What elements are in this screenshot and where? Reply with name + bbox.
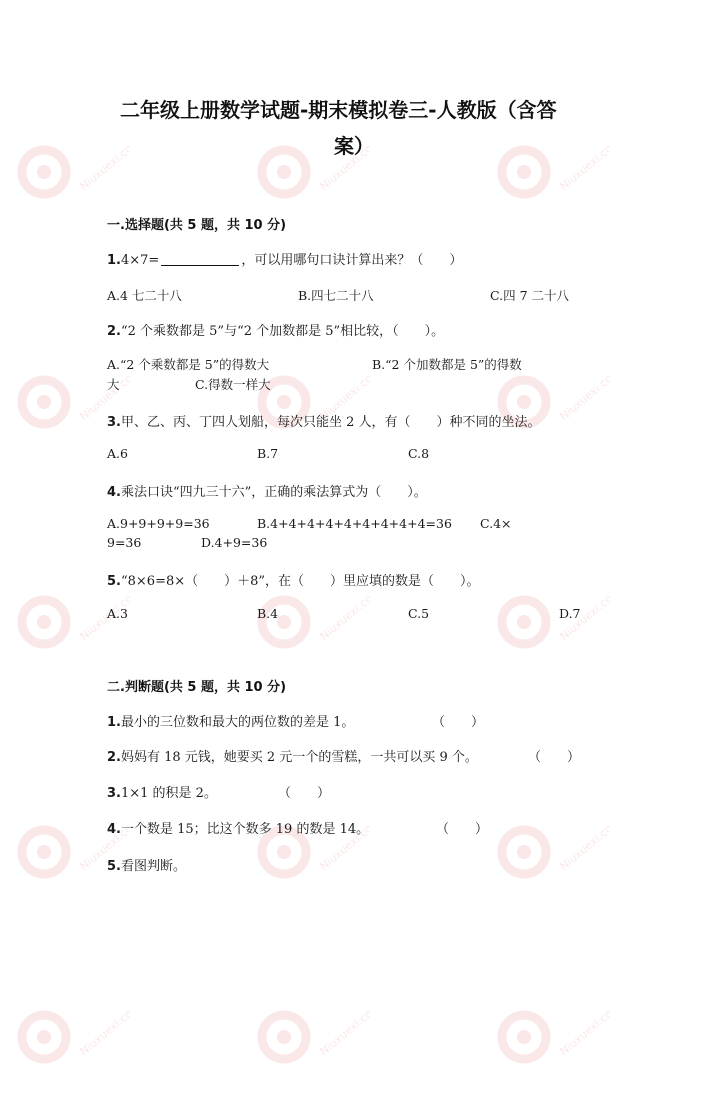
option-a: A.6 [107,446,128,461]
option-a: A.“2 个乘数都是 5”的得数大 [107,357,270,372]
svg-text:Niuxuexi.com: Niuxuexi.com [77,364,130,424]
svg-text:Niuxuexi.com: Niuxuexi.com [557,814,610,874]
question-text: 一个数是 15；比这个数多 19 的数是 14。 [120,822,370,837]
option-c: C.8 [408,446,430,461]
svg-text:Niuxuexi.com: Niuxuexi.com [557,584,610,644]
watermark-logo [10,110,130,230]
svg-text:Niuxuexi.com: Niuxuexi.com [317,814,370,874]
svg-text:Niuxuexi.com: Niuxuexi.com [557,134,610,194]
question-text: “2 个乘数都是 5”与“2 个加数都是 5”相比较，（ ）。 [120,324,445,339]
svg-text:Niuxuexi.com: Niuxuexi.com [77,999,130,1059]
option-c: C.得数一样大 [195,377,271,392]
svg-text:Niuxuexi.com: Niuxuexi.com [77,134,130,194]
question-5 [107,570,480,589]
question-number: 1. [107,253,121,268]
question-text: 4×7= [120,253,160,268]
question-text: 看图判断。 [120,859,186,874]
question-number: 2. [107,324,121,339]
option-b: B.7 [257,446,279,461]
option-a: A.4 七二十八 [107,288,182,303]
question-number: 2. [107,750,121,765]
watermark-logo [490,790,610,910]
option-c-continued: 9=36 [107,535,142,550]
option-b: B.4 [257,606,279,621]
option-b-continued: 大 [107,377,120,392]
page-title-line1: 二年级上册数学试题-期末模拟卷三-人教版（含答 [120,98,557,122]
option-a: A.3 [107,606,128,621]
question-text: 妈妈有 18 元钱，她要买 2 元一个的雪糕，一共可以买 9 个。 [120,750,478,765]
page-title-line2: 案） [334,134,374,158]
option-a: A.9+9+9+9=36 [107,516,210,531]
svg-text:Niuxuexi.com: Niuxuexi.com [317,134,370,194]
question-number: 4. [107,822,121,837]
question-number: 3. [107,786,121,801]
watermark-logo [250,110,370,230]
svg-text:Niuxuexi.com: Niuxuexi.com [557,999,610,1059]
answer-blank[interactable] [161,251,239,266]
watermark-logo [10,975,130,1095]
svg-text:Niuxuexi.com: Niuxuexi.com [317,584,370,644]
question-4 [107,481,427,500]
option-c: C.四 7 二十八 [490,288,569,303]
option-b: B.4+4+4+4+4+4+4+4+4=36 [257,516,452,531]
svg-text:Niuxuexi.com: Niuxuexi.com [77,814,130,874]
question-number: 5. [107,574,121,589]
question-2 [107,320,444,339]
option-c: C.4× [480,516,512,531]
watermark-logo [10,790,130,910]
watermark-logo [250,975,370,1095]
option-b: B.“2 个加数都是 5”的得数 [372,357,522,372]
judge-question-4 [107,818,369,837]
question-number: 1. [107,715,121,730]
svg-text:Niuxuexi.com: Niuxuexi.com [77,584,130,644]
watermark-logo [490,560,610,680]
judge-question-2 [107,746,478,765]
question-number: 3. [107,415,121,430]
question-text: 乘法口诀“四九三十六”，正确的乘法算式为（ ）。 [120,485,427,500]
option-d: D.7 [559,606,581,621]
answer-paren[interactable]: （ ） [436,822,489,837]
question-3 [107,411,541,430]
judge-question-3 [107,782,217,801]
option-b: B.四七二十八 [298,288,374,303]
judge-question-5 [107,855,186,874]
answer-paren[interactable]: （ ） [528,750,581,765]
watermark-logo [250,790,370,910]
section-heading-choice: 一.选择题(共 5 题，共 10 分) [107,218,287,233]
watermark-logo [490,110,610,230]
question-number: 4. [107,485,121,500]
answer-paren[interactable]: （ ） [278,786,331,801]
option-c: C.5 [408,606,430,621]
question-text: 最小的三位数和最大的两位数的差是 1。 [120,715,355,730]
judge-question-1 [107,711,354,730]
svg-text:Niuxuexi.com: Niuxuexi.com [557,364,610,424]
answer-paren[interactable]: （ ） [432,715,485,730]
question-number: 5. [107,859,121,874]
svg-text:Niuxuexi.com: Niuxuexi.com [317,999,370,1059]
question-text: “8×6=8×（ ）＋8”，在（ ）里应填的数是（ ）。 [120,574,480,589]
question-text: 1×1 的积是 2。 [120,786,217,801]
question-text: ，可以用哪句口诀计算出来？（ ） [241,253,463,268]
svg-text:Niuxuexi.com: Niuxuexi.com [317,364,370,424]
question-text: 甲、乙、丙、丁四人划船，每次只能坐 2 人，有（ ）种不同的坐法。 [120,415,541,430]
question-1 [107,249,462,268]
watermark-logo [490,975,610,1095]
option-d: D.4+9=36 [201,535,268,550]
section-heading-judgement: 二.判断题(共 5 题，共 10 分) [107,680,287,695]
